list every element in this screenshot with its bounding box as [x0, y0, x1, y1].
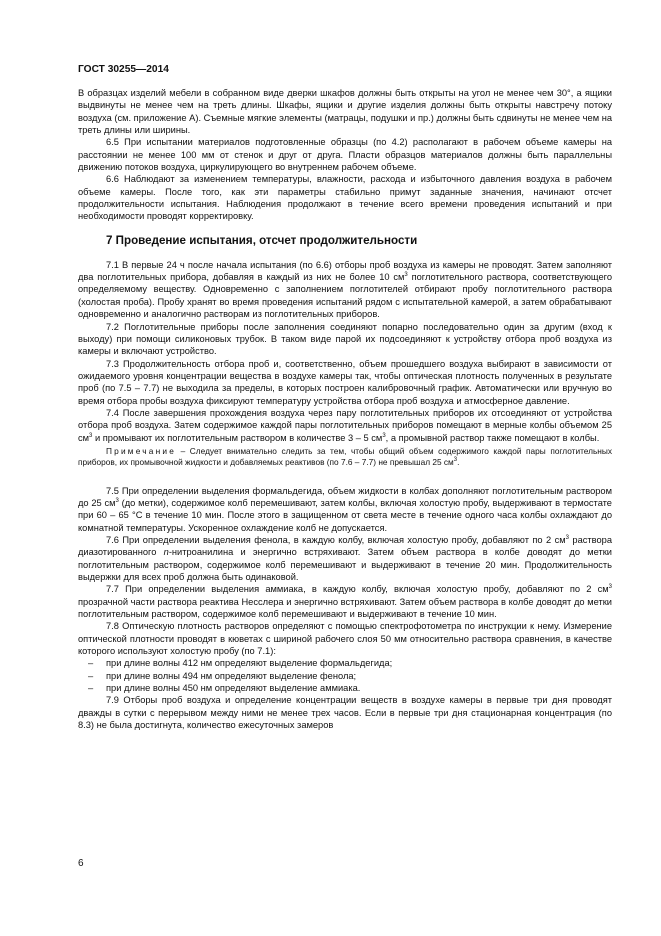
paragraph-7-7: 7.7 При определении выделения аммиака, в каждую колбу, включая холостую пробу, добавляют по 2 $см^3$ прозрачной части раствора реактива Несслера и энергично встряхивают. Затем объем раствора в колбе доводят до метки поглотительным раствором, содержимое колб перемешивают и выдерживают в течение 10 мин.: [78, 584, 612, 619]
paragraph-7-1: 7.1 В первые 24 ч после начала испытания (по 6.6) отборы проб воздуха из камеры не проводят. Затем заполняют два поглотительных прибора, добавляя в каждый из них не более 10 $см^3$ поглотительного раствора, соответствующего определяемому веществу. Одновременно с заполнением поглотителей отбирают пробу поглотительного раствора (холостая проба). Пробу хранят во время проведения испытаний рядом с испытательной камерой, а затем обрабатывают одновременно и аналогично растворам из поглотительных приборов.: [78, 259, 612, 320]
document-body: [78, 87, 612, 731]
paragraph-6-6: 6.6 Наблюдают за изменением температуры, влажности, расхода и избыточного давления воздуха в рабочем объеме камеры. После того, как эти параметры стабильно примут заданные значения, начинают отсчет продолжительности испытания. Наблюдения продолжают в течение всего времени проведения испытаний и при необходимости проводят корректировку.: [78, 174, 612, 222]
page-number: 6: [78, 858, 84, 869]
document-header: ГОСТ 30255—2014: [78, 64, 169, 75]
paragraph-intro: В образцах изделий мебели в собранном виде дверки шкафов должны быть открыты на угол не менее чем 30°, а ящики выдвинуты не менее чем на треть длины. Шкафы, ящики и другие изделия должны быть открыты навстречу потоку воздуха (см. приложение А). Съемные мягкие элементы (матрацы, подушки и пр.) должны быть сдвинуты не менее чем на треть длины или ширины.: [78, 88, 612, 136]
section-title-7: 7 Проведение испытания, отсчет продолжительности: [106, 233, 418, 247]
paragraph-6-5: 6.5 При испытании материалов подготовленные образцы (по 4.2) располагают в рабочем объеме камеры на расстоянии не менее 100 мм от стенок и друг от друга. Пласти образцов материалов должны быть параллельны движению потоков воздуха, циркулирующего во внутреннем рабочем объеме.: [78, 137, 612, 173]
paragraph-7-5: 7.5 При определении выделения формальдегида, объем жидкости в колбах дополняют поглотительным раствором до 25 $см^3$ (до метки), содержимое колб перемешивают, затем колбы, включая холостую пробу, выдерживают в термостате при 60 – 65 °С в течение 10 мин. После этого в защищенном от света месте в течение одного часа колбы охлаждают до комнатной температуры. Ускоренное охлаждение колб не допускается.: [78, 485, 612, 533]
paragraph-7-3: 7.3 Продолжительность отбора проб и, соответственно, объем прошедшего воздуха выбирают в зависимости от ожидаемого уровня концентрации вещества в воздухе камеры так, чтобы оптическая плотность полученных в результате проб (по 7.5 – 7.7) не выходила за пределы, в которых построен калибровочный график. Автоматически или вручную во время отбора пробы воздуха фиксируют температуру устройства отбора проб воздуха и атмосферное давление.: [78, 358, 612, 406]
note-7-4: Примечание – Следует внимательно следить за тем, чтобы общий объем содержимого каждой пары поглотительных приборов, их промывочной жидкости и добавляемых реактивов (по 7.6 – 7.7) не превышал 25 $см^3$.: [78, 445, 612, 467]
paragraph-7-6: 7.6 При определении выделения фенола, в каждую колбу, включая холостую пробу, добавляют по 2 $см^3$ раствора диазотированного n-нитроанилина и энергично встряхивают. Затем объем раствора в колбе доводят до метки поглотительным раствором, содержимое колб перемешивают и выдерживают в течение 20 мин. Продолжительность выдержки для всех проб должна быть одинаковой.: [78, 534, 613, 582]
paragraph-7-2: 7.2 Поглотительные приборы после заполнения соединяют попарно последовательно один за другим (вход к выходу) при помощи силиконовых трубок. В таком виде парой их подсоединяют к устройству отбора проб воздуха из камеры и включают устройство.: [78, 321, 612, 357]
paragraph-7-4: 7.4 После завершения прохождения воздуха через пару поглотительных приборов их отсоединяют от устройства отбора проб воздуха. Затем содержимое каждой пары поглотительных приборов помещают в мерные колбы объемом 25 $см^3$ и промывают их поглотительным раствором в количестве 3 – 5 $см^3$, а промывной раствор также помещают в колбы.: [78, 407, 612, 443]
spacer: [78, 468, 612, 485]
list-item: – при длине волны 450 нм определяют выделение аммиака.: [88, 683, 361, 694]
paragraph-7-8: 7.8 Оптическую плотность растворов определяют с помощью спектрофотометра по инструкции к нему. Измерение оптической плотности проводят в кюветах с шириной рабочего слоя 50 мм относительно раствора сравнения, в качестве которого используют холостую пробу (по 7.1):: [78, 621, 612, 656]
note-label: Примечание: [106, 445, 177, 456]
list-item: – при длине волны 494 нм определяют выделение фенола;: [88, 670, 357, 681]
paragraph-7-9: 7.9 Отборы проб воздуха и определение концентрации веществ в воздухе камеры в первые три дня проводят дважды в сутки с перерывом между ними не менее трех часов. Если в первые три дня стационарная концентрация (по 8.3) не была достигнута, количество ежесуточных замеров: [78, 695, 612, 731]
wavelength-list: [78, 657, 612, 694]
list-item: – при длине волны 412 нм определяют выделение формальдегида;: [88, 658, 393, 669]
